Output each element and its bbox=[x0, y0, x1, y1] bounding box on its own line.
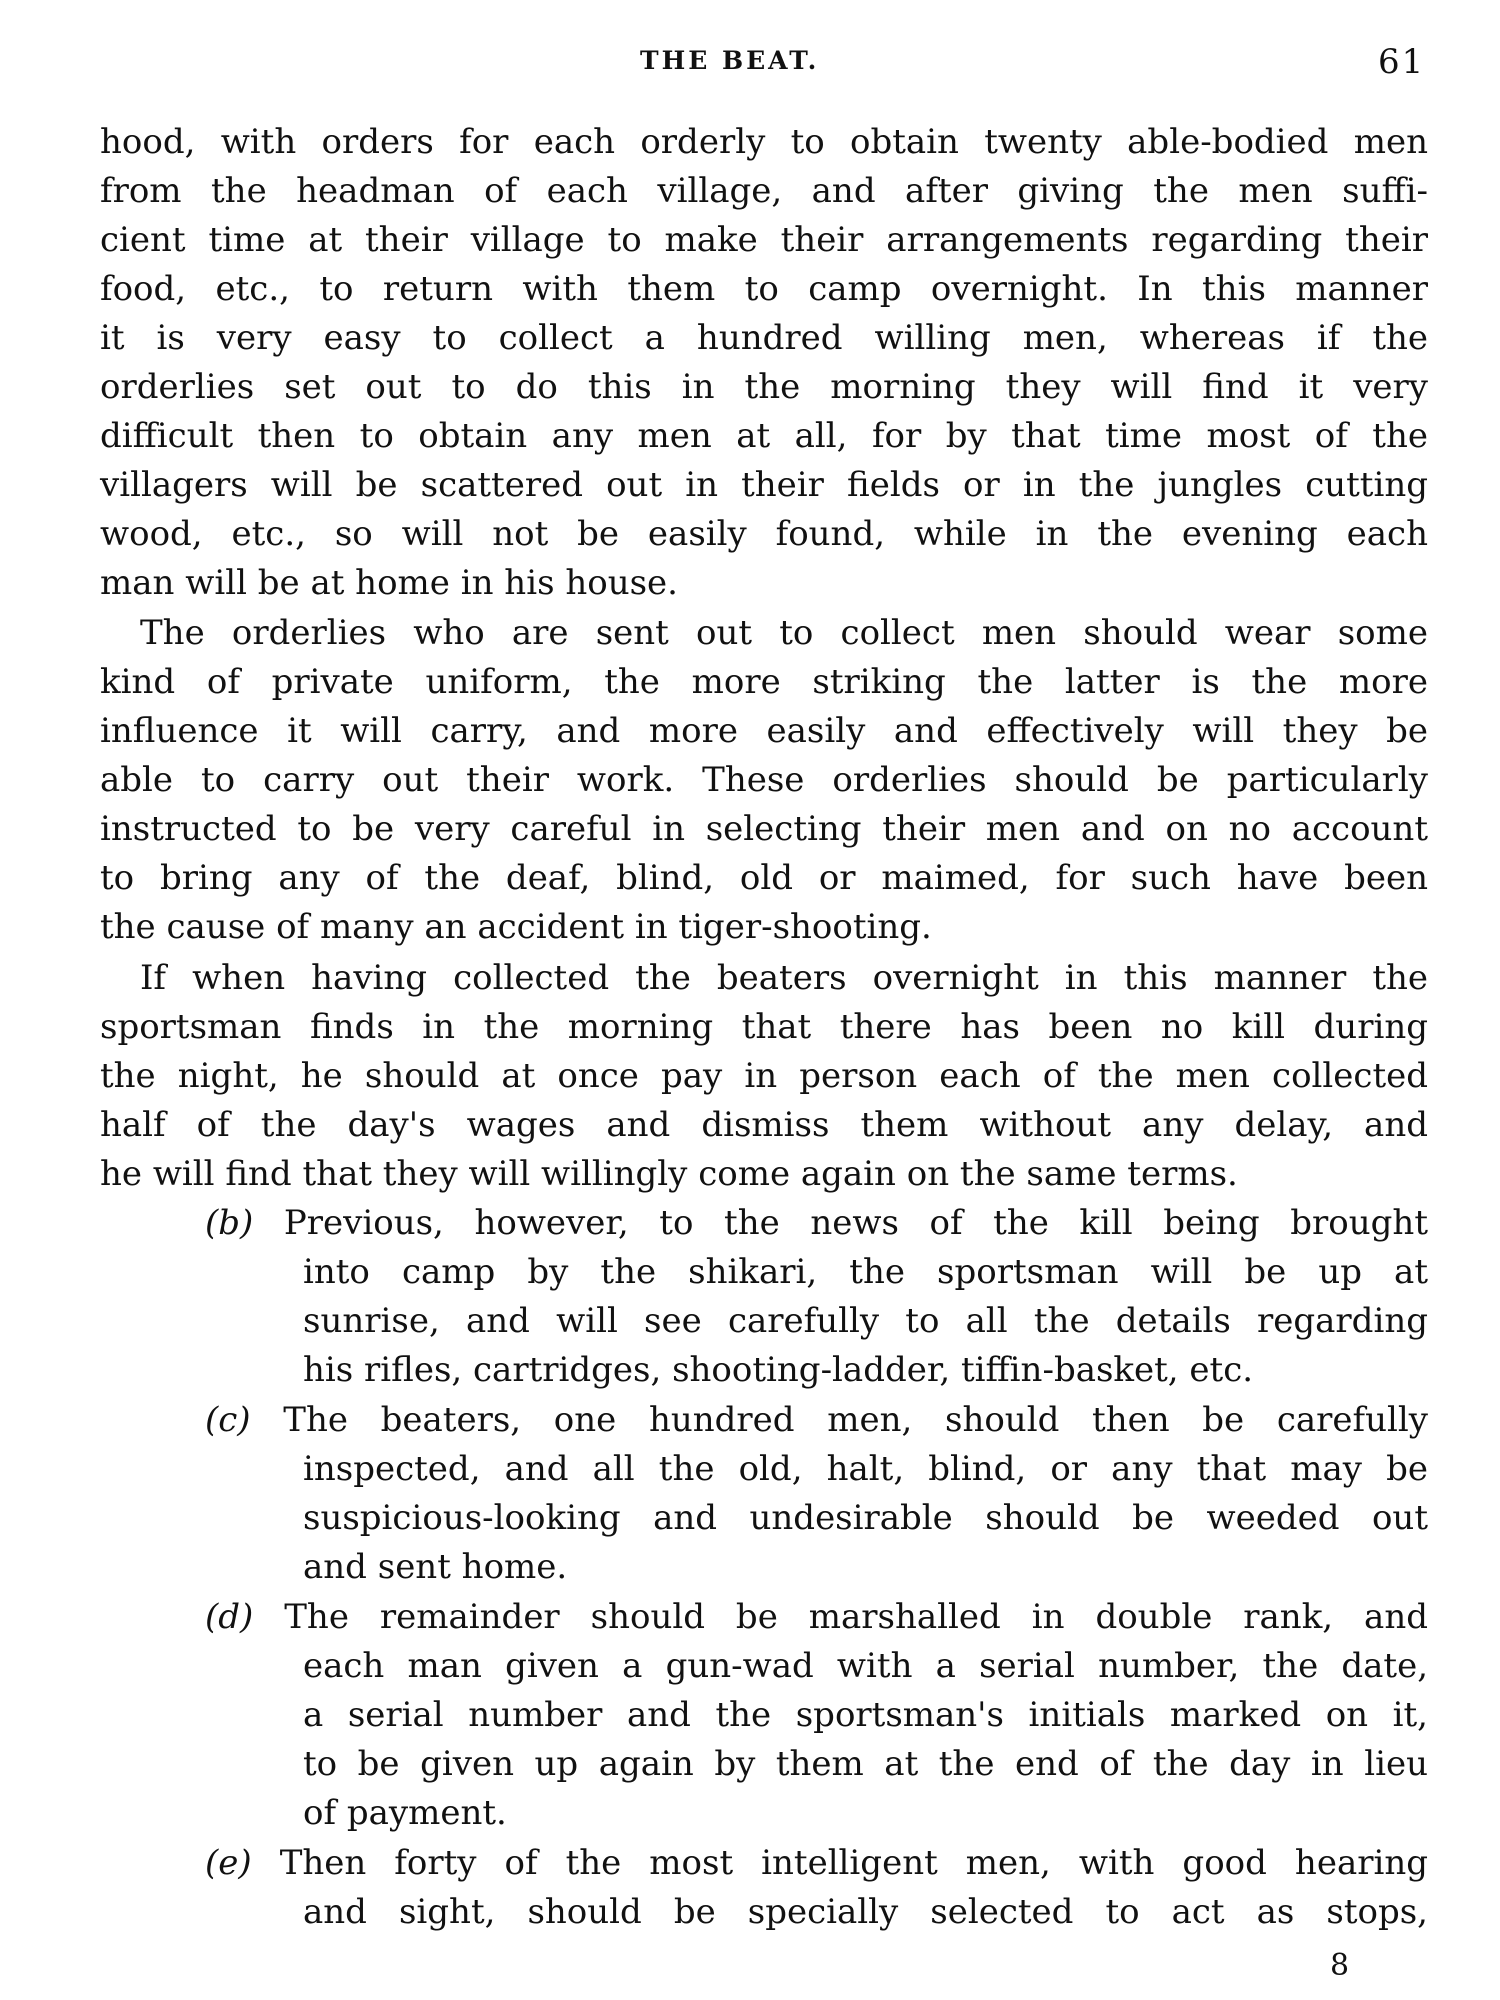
list-item-b-first-line bbox=[205, 1203, 1428, 1243]
list-item-e-first-line bbox=[205, 1843, 1428, 1883]
text-line: the night, he should at once pay in person each of the men collected bbox=[100, 1056, 1428, 1096]
text-line: and sight, should be specially selected to act as stops, bbox=[303, 1892, 1428, 1932]
text-line: it is very easy to collect a hundred willing men, whereas if the bbox=[100, 318, 1428, 358]
text-line: The beaters, one hundred men, should then be carefully bbox=[283, 1400, 1428, 1440]
list-label: (e) bbox=[205, 1843, 252, 1883]
list-item-c-first-line bbox=[205, 1400, 1428, 1440]
text-line: kind of private uniform, the more striking the latter is the more bbox=[100, 662, 1428, 702]
text-line: food, etc., to return with them to camp overnight. In this manner bbox=[100, 269, 1428, 309]
text-line: villagers will be scattered out in their fields or in the jungles cutting bbox=[100, 465, 1428, 505]
text-line: influence it will carry, and more easily and effectively will they be bbox=[100, 711, 1428, 751]
text-line: a serial number and the sportsman's initials marked on it, bbox=[303, 1695, 1428, 1735]
text-line: half of the day's wages and dismiss them without any delay, and bbox=[100, 1105, 1428, 1145]
text-line: sportsman finds in the morning that there has been no kill during bbox=[100, 1007, 1428, 1047]
text-line: difficult then to obtain any men at all, for by that time most of the bbox=[100, 416, 1428, 456]
text-line: of payment. bbox=[303, 1793, 507, 1833]
text-line: orderlies set out to do this in the morning they will find it very bbox=[100, 367, 1428, 407]
text-line: hood, with orders for each orderly to obtain twenty able-bodied men bbox=[100, 122, 1428, 162]
text-line: sunrise, and will see carefully to all the details regarding bbox=[303, 1301, 1428, 1341]
text-line: Then forty of the most intelligent men, with good hearing bbox=[279, 1843, 1428, 1883]
text-line: his rifles, cartridges, shooting-ladder, tiffin-basket, etc. bbox=[303, 1350, 1254, 1390]
text-line: inspected, and all the old, halt, blind, or any that may be bbox=[303, 1449, 1428, 1489]
text-line: If when having collected the beaters overnight in this manner the bbox=[140, 958, 1428, 998]
text-line: the cause of many an accident in tiger-shooting. bbox=[100, 907, 932, 947]
text-line: The remainder should be marshalled in double rank, and bbox=[284, 1597, 1428, 1637]
list-label: (d) bbox=[205, 1597, 254, 1637]
text-line: to bring any of the deaf, blind, old or maimed, for such have been bbox=[100, 858, 1428, 898]
text-line: man will be at home in his house. bbox=[100, 563, 678, 603]
text-line: and sent home. bbox=[303, 1547, 568, 1587]
text-line: cient time at their village to make their arrangements regarding their bbox=[100, 220, 1428, 260]
text-line: The orderlies who are sent out to collect men should wear some bbox=[140, 613, 1428, 653]
list-item-d-first-line bbox=[205, 1597, 1428, 1637]
text-line: able to carry out their work. These orderlies should be particularly bbox=[100, 760, 1428, 800]
page-number: 61 bbox=[1378, 42, 1426, 82]
running-title: THE BEAT. bbox=[640, 46, 820, 75]
list-label: (b) bbox=[205, 1203, 254, 1243]
list-label: (c) bbox=[205, 1400, 251, 1440]
signature-mark: 8 bbox=[1330, 1948, 1350, 1983]
text-line: instructed to be very careful in selecting their men and on no account bbox=[100, 809, 1428, 849]
text-line: he will find that they will willingly come again on the same terms. bbox=[100, 1154, 1238, 1194]
text-line: Previous, however, to the news of the kill being brought bbox=[283, 1203, 1428, 1243]
text-line: from the headman of each village, and after giving the men suffi- bbox=[100, 171, 1428, 211]
text-line: wood, etc., so will not be easily found, while in the evening each bbox=[100, 514, 1428, 554]
text-line: each man given a gun-wad with a serial number, the date, bbox=[303, 1646, 1428, 1686]
text-line: suspicious-looking and undesirable should be weeded out bbox=[303, 1498, 1428, 1538]
text-line: to be given up again by them at the end of the day in lieu bbox=[303, 1744, 1428, 1784]
text-line: into camp by the shikari, the sportsman will be up at bbox=[303, 1252, 1428, 1292]
